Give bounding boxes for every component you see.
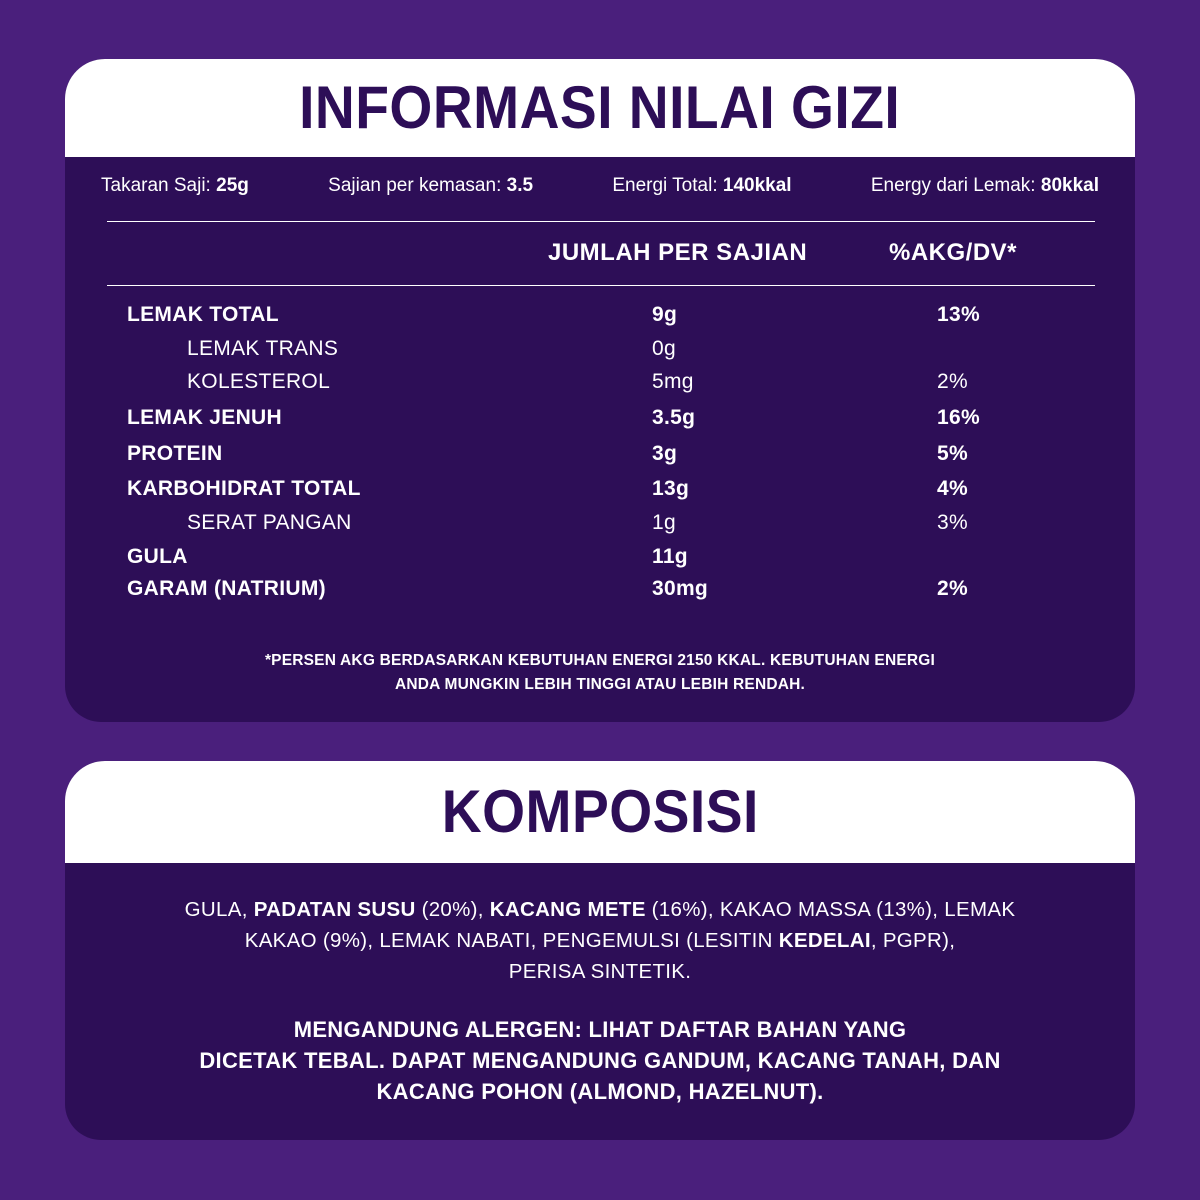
nutrient-name: GULA (127, 545, 188, 568)
table-row (65, 511, 1135, 541)
ingredient-text: (20%), (415, 898, 490, 921)
total-energy (612, 175, 791, 197)
nutrient-dv: 2% (937, 577, 968, 600)
total-energy-value: 140kkal (722, 175, 792, 196)
ingredients-list (105, 894, 1095, 987)
nutrient-amount: 0g (652, 337, 676, 360)
ingredients-line (105, 925, 1095, 956)
composition-header (65, 761, 1135, 863)
column-header-amount: JUMLAH PER SAJIAN (548, 239, 808, 266)
nutrition-facts-card (65, 59, 1135, 722)
ingredient-text: PERISA SINTETIK. (508, 960, 692, 983)
nutrient-amount: 3.5g (652, 406, 696, 429)
allergen-line: KACANG POHON (ALMOND, HAZELNUT). (376, 1079, 824, 1104)
nutrient-dv: 4% (937, 477, 968, 500)
servings-per-pack-value: 3.5 (506, 175, 534, 196)
divider (107, 221, 1095, 222)
composition-title: KOMPOSISI (441, 778, 759, 845)
ingredient-text: (16%), KAKAO MASSA (13%), LEMAK (645, 898, 1016, 921)
nutrient-amount: 11g (652, 545, 688, 568)
ingredient-text: GULA, (184, 898, 254, 921)
nutrient-name: GARAM (NATRIUM) (127, 577, 326, 600)
nutrient-name: LEMAK TOTAL (127, 303, 279, 326)
nutrient-amount: 13g (652, 477, 690, 500)
ingredient-allergen: KACANG METE (489, 898, 646, 921)
nutrient-name: SERAT PANGAN (187, 511, 352, 534)
nutrient-name: LEMAK TRANS (187, 337, 339, 360)
servings-per-pack (328, 175, 533, 197)
nutrient-name: PROTEIN (127, 442, 223, 465)
fat-energy (871, 175, 1099, 197)
table-row (65, 477, 1135, 507)
nutrition-header (65, 59, 1135, 157)
nutrient-amount: 3g (652, 442, 678, 465)
fat-energy-label: Energy dari Lemak: (870, 175, 1041, 196)
nutrient-dv: 2% (937, 370, 968, 393)
serving-size-label: Takaran Saji: (101, 175, 217, 196)
nutrient-amount: 9g (652, 303, 678, 326)
dv-footnote (125, 649, 1075, 697)
ingredient-text: , PGPR), (870, 929, 956, 952)
divider (107, 285, 1095, 286)
nutrient-dv: 5% (937, 442, 968, 465)
nutrient-dv: 13% (937, 303, 980, 326)
total-energy-label: Energi Total: (612, 175, 723, 196)
serving-size (101, 175, 249, 197)
ingredients-line (105, 956, 1095, 987)
table-row (65, 337, 1135, 367)
allergen-line: DICETAK TEBAL. DAPAT MENGANDUNG GANDUM, KACANG TANAH, DAN (199, 1048, 1001, 1073)
nutrition-title: INFORMASI NILAI GIZI (299, 74, 901, 141)
nutrient-dv: 3% (937, 511, 968, 534)
serving-summary (101, 175, 1099, 197)
footnote-line: ANDA MUNGKIN LEBIH TINGGI ATAU LEBIH RENDAH. (394, 676, 806, 693)
table-row (65, 442, 1135, 472)
fat-energy-value: 80kkal (1040, 175, 1099, 196)
ingredient-allergen: KEDELAI (778, 929, 871, 952)
table-row (65, 545, 1135, 575)
nutrient-name: LEMAK JENUH (127, 406, 282, 429)
allergen-warning (95, 1014, 1105, 1107)
nutrient-amount: 1g (652, 511, 676, 534)
table-row (65, 370, 1135, 400)
table-row (65, 577, 1135, 607)
ingredient-allergen: PADATAN SUSU (253, 898, 416, 921)
table-row (65, 406, 1135, 436)
nutrient-name: KARBOHIDRAT TOTAL (127, 477, 361, 500)
serving-size-value: 25g (216, 175, 249, 196)
ingredients-line (105, 894, 1095, 925)
composition-card (65, 761, 1135, 1140)
table-row (65, 303, 1135, 333)
servings-per-pack-label: Sajian per kemasan: (328, 175, 507, 196)
footnote-line: *PERSEN AKG BERDASARKAN KEBUTUHAN ENERGI 2150 KKAL. KEBUTUHAN ENERGI (264, 652, 936, 669)
nutrient-name: KOLESTEROL (187, 370, 331, 393)
column-header-dv: %AKG/DV* (889, 239, 1018, 266)
nutrient-dv: 16% (937, 406, 980, 429)
allergen-line: MENGANDUNG ALERGEN: LIHAT DAFTAR BAHAN YANG (293, 1017, 907, 1042)
nutrient-amount: 30mg (652, 577, 709, 600)
ingredient-text: KAKAO (9%), LEMAK NABATI, PENGEMULSI (LESITIN (244, 929, 779, 952)
nutrient-amount: 5mg (652, 370, 694, 393)
